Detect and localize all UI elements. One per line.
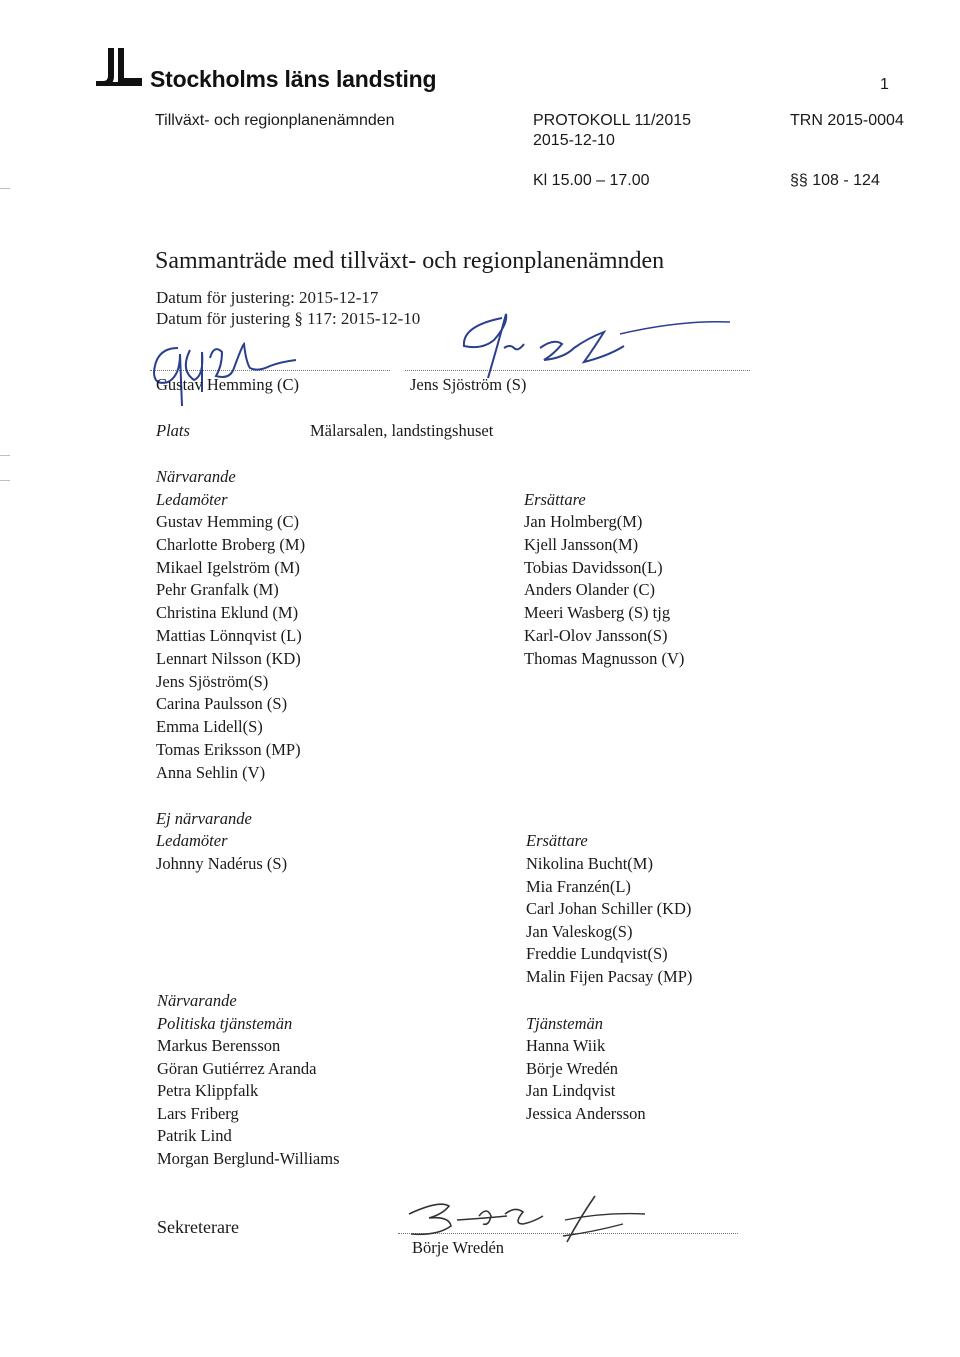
paragraph-range: §§ 108 - 124 (790, 172, 880, 189)
present-heading: Närvarande (156, 467, 236, 486)
list-item: Kjell Jansson(M) (524, 534, 639, 554)
committee-name: Tillväxt- och regionplanenämnden (155, 112, 395, 129)
list-item: Göran Gutiérrez Aranda (157, 1058, 317, 1078)
meeting-date: 2015-12-10 (533, 132, 615, 149)
staff-label: Tjänstemän (526, 1014, 604, 1033)
list-item: Lars Friberg (157, 1103, 239, 1123)
secretary-name: Börje Wredén (412, 1238, 505, 1257)
list-item: Hanna Wiik (526, 1036, 606, 1055)
absent-substitutes-label: Ersättare (526, 831, 588, 850)
absent-members-label: Ledamöter (156, 831, 228, 850)
list-item: Markus Berensson (157, 1036, 281, 1055)
adjustment-date-117: Datum för justering § 117: 2015-12-10 (156, 309, 421, 328)
list-item: Lennart Nilsson (KD) (156, 648, 301, 668)
political-staff-list (157, 1035, 340, 1171)
signer-left-name: Gustav Hemming (C) (156, 375, 299, 394)
meeting-time: Kl 15.00 – 17.00 (533, 172, 650, 189)
list-item: Charlotte Broberg (M) (156, 534, 306, 554)
org-name: Stockholms läns landsting (150, 66, 437, 92)
list-item: Jan Valeskog(S) (526, 921, 633, 941)
scan-mark (0, 480, 10, 481)
protocol-number: PROTOKOLL 11/2015 (533, 112, 692, 129)
scan-mark (0, 188, 10, 189)
reference-number: TRN 2015-0004 (790, 112, 904, 129)
place-label: Plats (156, 421, 190, 440)
list-item: Gustav Hemming (C) (156, 512, 299, 531)
page-title: Sammanträde med tillväxt- och regionplanenämnden (155, 248, 665, 274)
list-item: Meeri Wasberg (S) tjg (524, 603, 671, 623)
absent-substitutes-list (526, 853, 692, 989)
org-logo (94, 46, 144, 90)
secretary-label: Sekreterare (157, 1217, 239, 1237)
officials-heading: Närvarande (157, 991, 237, 1010)
list-item: Börje Wredén (526, 1058, 619, 1078)
absent-heading: Ej närvarande (156, 809, 252, 828)
list-item: Thomas Magnusson (V) (524, 648, 685, 668)
list-item: Morgan Berglund-Williams (157, 1148, 340, 1168)
political-staff-label: Politiska tjänstemän (157, 1014, 293, 1033)
list-item: Christina Eklund (M) (156, 603, 299, 623)
sll-logo-icon (94, 46, 144, 90)
absent-members-list (156, 853, 287, 876)
list-item: Freddie Lundqvist(S) (526, 944, 668, 964)
list-item: Patrik Lind (157, 1126, 232, 1146)
present-members-label: Ledamöter (156, 490, 228, 509)
present-members-list (156, 511, 305, 785)
list-item: Tomas Eriksson (MP) (156, 739, 301, 759)
list-item: Jan Lindqvist (526, 1081, 616, 1101)
staff-list (526, 1035, 646, 1125)
list-item: Mia Franzén(L) (526, 876, 631, 896)
present-substitutes-list (524, 511, 684, 671)
list-item: Carl Johan Schiller (KD) (526, 899, 692, 919)
present-substitutes-label: Ersättare (524, 490, 586, 509)
list-item: Jens Sjöström(S) (156, 671, 269, 691)
page-number: 1 (880, 76, 889, 93)
list-item: Jan Holmberg(M) (524, 512, 643, 531)
adjustment-date: Datum för justering: 2015-12-17 (156, 288, 379, 307)
list-item: Pehr Granfalk (M) (156, 580, 279, 600)
list-item: Nikolina Bucht(M) (526, 854, 653, 873)
list-item: Johnny Nadérus (S) (156, 854, 288, 873)
list-item: Carina Paulsson (S) (156, 694, 288, 714)
list-item: Tobias Davidsson(L) (524, 557, 663, 577)
list-item: Anders Olander (C) (524, 580, 656, 600)
list-item: Petra Klippfalk (157, 1081, 259, 1101)
list-item: Anna Sehlin (V) (156, 762, 266, 782)
place-value: Mälarsalen, landstingshuset (310, 421, 494, 440)
list-item: Malin Fijen Pacsay (MP) (526, 966, 693, 986)
list-item: Jessica Andersson (526, 1103, 646, 1123)
list-item: Emma Lidell(S) (156, 717, 263, 737)
list-item: Mikael Igelström (M) (156, 557, 300, 577)
signer-right-name: Jens Sjöström (S) (410, 375, 527, 394)
scan-mark (0, 455, 10, 456)
list-item: Mattias Lönnqvist (L) (156, 625, 302, 645)
list-item: Karl-Olov Jansson(S) (524, 625, 668, 645)
